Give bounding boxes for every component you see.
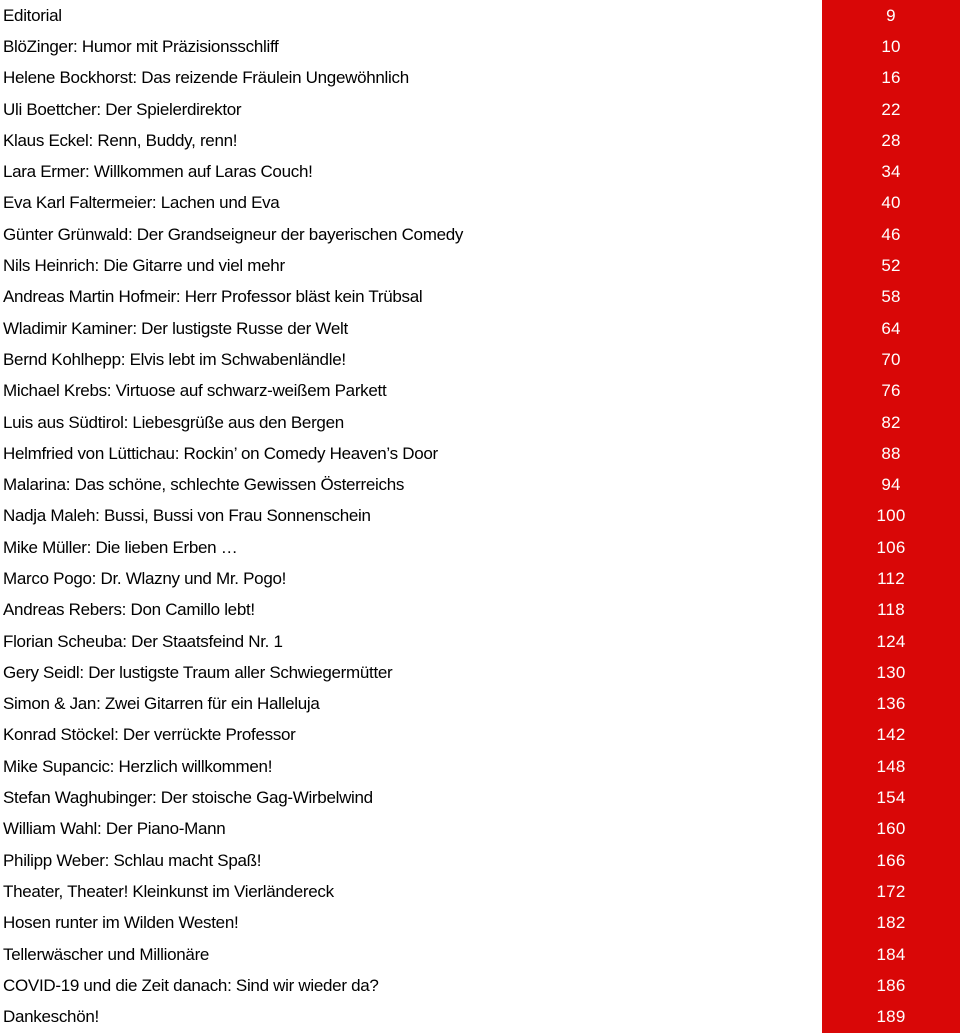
toc-entry-title: Bernd Kohlhepp: Elvis lebt im Schwabenländle! — [3, 349, 346, 369]
toc-entry-title: Stefan Waghubinger: Der stoische Gag-Wirbelwind — [3, 788, 373, 808]
toc-row — [0, 939, 960, 970]
toc-entry-page-number: 130 — [876, 662, 906, 682]
toc-entry-title: Andreas Rebers: Don Camillo lebt! — [3, 600, 255, 620]
toc-row — [0, 876, 960, 907]
toc-entry-title: Marco Pogo: Dr. Wlazny und Mr. Pogo! — [3, 568, 287, 588]
toc-entry-page-number: 40 — [881, 193, 901, 213]
toc-entry-page-number: 154 — [876, 788, 906, 808]
toc-entry-page-number: 46 — [881, 224, 901, 244]
toc-row — [0, 689, 960, 720]
toc-entry-title: Philipp Weber: Schlau macht Spaß! — [3, 850, 262, 870]
toc-entry-title: Wladimir Kaminer: Der lustigste Russe der Welt — [3, 318, 348, 338]
toc-entry-page-number: 10 — [881, 36, 901, 56]
toc-entry-page-number: 189 — [876, 1007, 906, 1027]
toc-row — [0, 438, 960, 469]
toc-entry-page-number: 22 — [881, 99, 901, 119]
toc-entry-title: Helmfried von Lüttichau: Rockin’ on Comedy Heaven’s Door — [3, 443, 438, 463]
toc-entry-page-number: 160 — [876, 819, 906, 839]
toc-row — [0, 782, 960, 813]
toc-entry-title: Lara Ermer: Willkommen auf Laras Couch! — [3, 162, 313, 182]
toc-entry-page-number: 94 — [881, 475, 901, 495]
toc-entry-page-number: 16 — [881, 68, 901, 88]
toc-entry-page-number: 142 — [876, 725, 906, 745]
toc-row — [0, 970, 960, 1001]
toc-entry-title: Günter Grünwald: Der Grandseigneur der bayerischen Comedy — [3, 224, 464, 244]
toc-entry-page-number: 106 — [876, 537, 906, 557]
toc-entry-title: Florian Scheuba: Der Staatsfeind Nr. 1 — [3, 631, 283, 651]
toc-entry-title: William Wahl: Der Piano-Mann — [3, 819, 226, 839]
toc-entry-title: Klaus Eckel: Renn, Buddy, renn! — [3, 130, 238, 150]
toc-row — [0, 501, 960, 532]
toc-entry-title: Uli Boettcher: Der Spielerdirektor — [3, 99, 242, 119]
toc-entry-page-number: 166 — [876, 850, 906, 870]
toc-entry-title: Simon & Jan: Zwei Gitarren für ein Halleluja — [3, 694, 320, 714]
toc-entry-page-number: 52 — [881, 256, 901, 276]
toc-entry-title: Gery Seidl: Der lustigste Traum aller Schwiegermütter — [3, 662, 393, 682]
toc-row — [0, 845, 960, 876]
toc-row — [0, 532, 960, 563]
toc-entry-page-number: 70 — [881, 349, 901, 369]
toc-entry-title: Hosen runter im Wilden Westen! — [3, 913, 239, 933]
toc-row — [0, 657, 960, 688]
toc-entry-title: Nadja Maleh: Bussi, Bussi von Frau Sonnenschein — [3, 506, 371, 526]
toc-entry-page-number: 186 — [876, 975, 906, 995]
toc-entry-title: Tellerwäscher und Millionäre — [3, 944, 210, 964]
toc-row — [0, 1002, 960, 1033]
toc-entry-page-number: 124 — [876, 631, 906, 651]
toc-entry-page-number: 182 — [876, 913, 906, 933]
toc-entry-title: Nils Heinrich: Die Gitarre und viel mehr — [3, 256, 285, 276]
toc-entry-title: Luis aus Südtirol: Liebesgrüße aus den Bergen — [3, 412, 344, 432]
toc-entry-page-number: 58 — [881, 287, 901, 307]
toc-entry-page-number: 100 — [876, 506, 906, 526]
toc-entry-page-number: 34 — [881, 162, 901, 182]
toc-row — [0, 188, 960, 219]
toc-row — [0, 94, 960, 125]
toc-row — [0, 125, 960, 156]
toc-entry-title: Konrad Stöckel: Der verrückte Professor — [3, 725, 296, 745]
toc-entry-page-number: 64 — [881, 318, 901, 338]
toc-row — [0, 908, 960, 939]
toc-entry-page-number: 118 — [877, 600, 905, 620]
toc-entry-page-number: 28 — [881, 130, 901, 150]
toc-entry-page-number: 184 — [876, 944, 906, 964]
toc-entry-page-number: 88 — [881, 443, 901, 463]
toc-entry-title: Editorial — [3, 5, 62, 25]
toc-entry-title: Michael Krebs: Virtuose auf schwarz-weißem Parkett — [3, 381, 387, 401]
toc-entry-title: Dankeschön! — [3, 1007, 99, 1027]
toc-entry-title: Andreas Martin Hofmeir: Herr Professor bläst kein Trübsal — [3, 287, 423, 307]
toc-entry-page-number: 136 — [876, 694, 906, 714]
toc-entry-title: Malarina: Das schöne, schlechte Gewissen Österreichs — [3, 475, 405, 495]
toc-row — [0, 563, 960, 594]
toc-row — [0, 282, 960, 313]
toc-entry-title: Helene Bockhorst: Das reizende Fräulein Ungewöhnlich — [3, 68, 409, 88]
toc-row — [0, 219, 960, 250]
toc-row — [0, 595, 960, 626]
toc-entry-page-number: 148 — [876, 756, 906, 776]
toc-row — [0, 31, 960, 62]
toc-entry-page-number: 82 — [881, 412, 901, 432]
toc-entry-title: Theater, Theater! Kleinkunst im Vierländereck — [3, 881, 334, 901]
toc-entry-page-number: 112 — [877, 568, 905, 588]
toc-entry-title: Eva Karl Faltermeier: Lachen und Eva — [3, 193, 280, 213]
toc-entry-title: COVID-19 und die Zeit danach: Sind wir wieder da? — [3, 975, 379, 995]
toc-row — [0, 814, 960, 845]
toc-entry-page-number: 76 — [881, 381, 901, 401]
toc-entry-title: Mike Supancic: Herzlich willkommen! — [3, 756, 273, 776]
toc-entry-page-number: 9 — [886, 5, 896, 25]
toc-row — [0, 63, 960, 94]
toc-row — [0, 0, 960, 31]
toc-row — [0, 250, 960, 281]
toc-row — [0, 751, 960, 782]
toc-row — [0, 313, 960, 344]
toc-row — [0, 156, 960, 187]
toc-row — [0, 344, 960, 375]
toc-row — [0, 407, 960, 438]
toc-row — [0, 626, 960, 657]
toc-row — [0, 469, 960, 500]
toc-entry-page-number: 172 — [876, 881, 906, 901]
toc-entry-title: Mike Müller: Die lieben Erben … — [3, 537, 238, 557]
toc-row — [0, 376, 960, 407]
toc-entry-title: BlöZinger: Humor mit Präzisionsschliff — [3, 36, 279, 56]
toc-row — [0, 720, 960, 751]
